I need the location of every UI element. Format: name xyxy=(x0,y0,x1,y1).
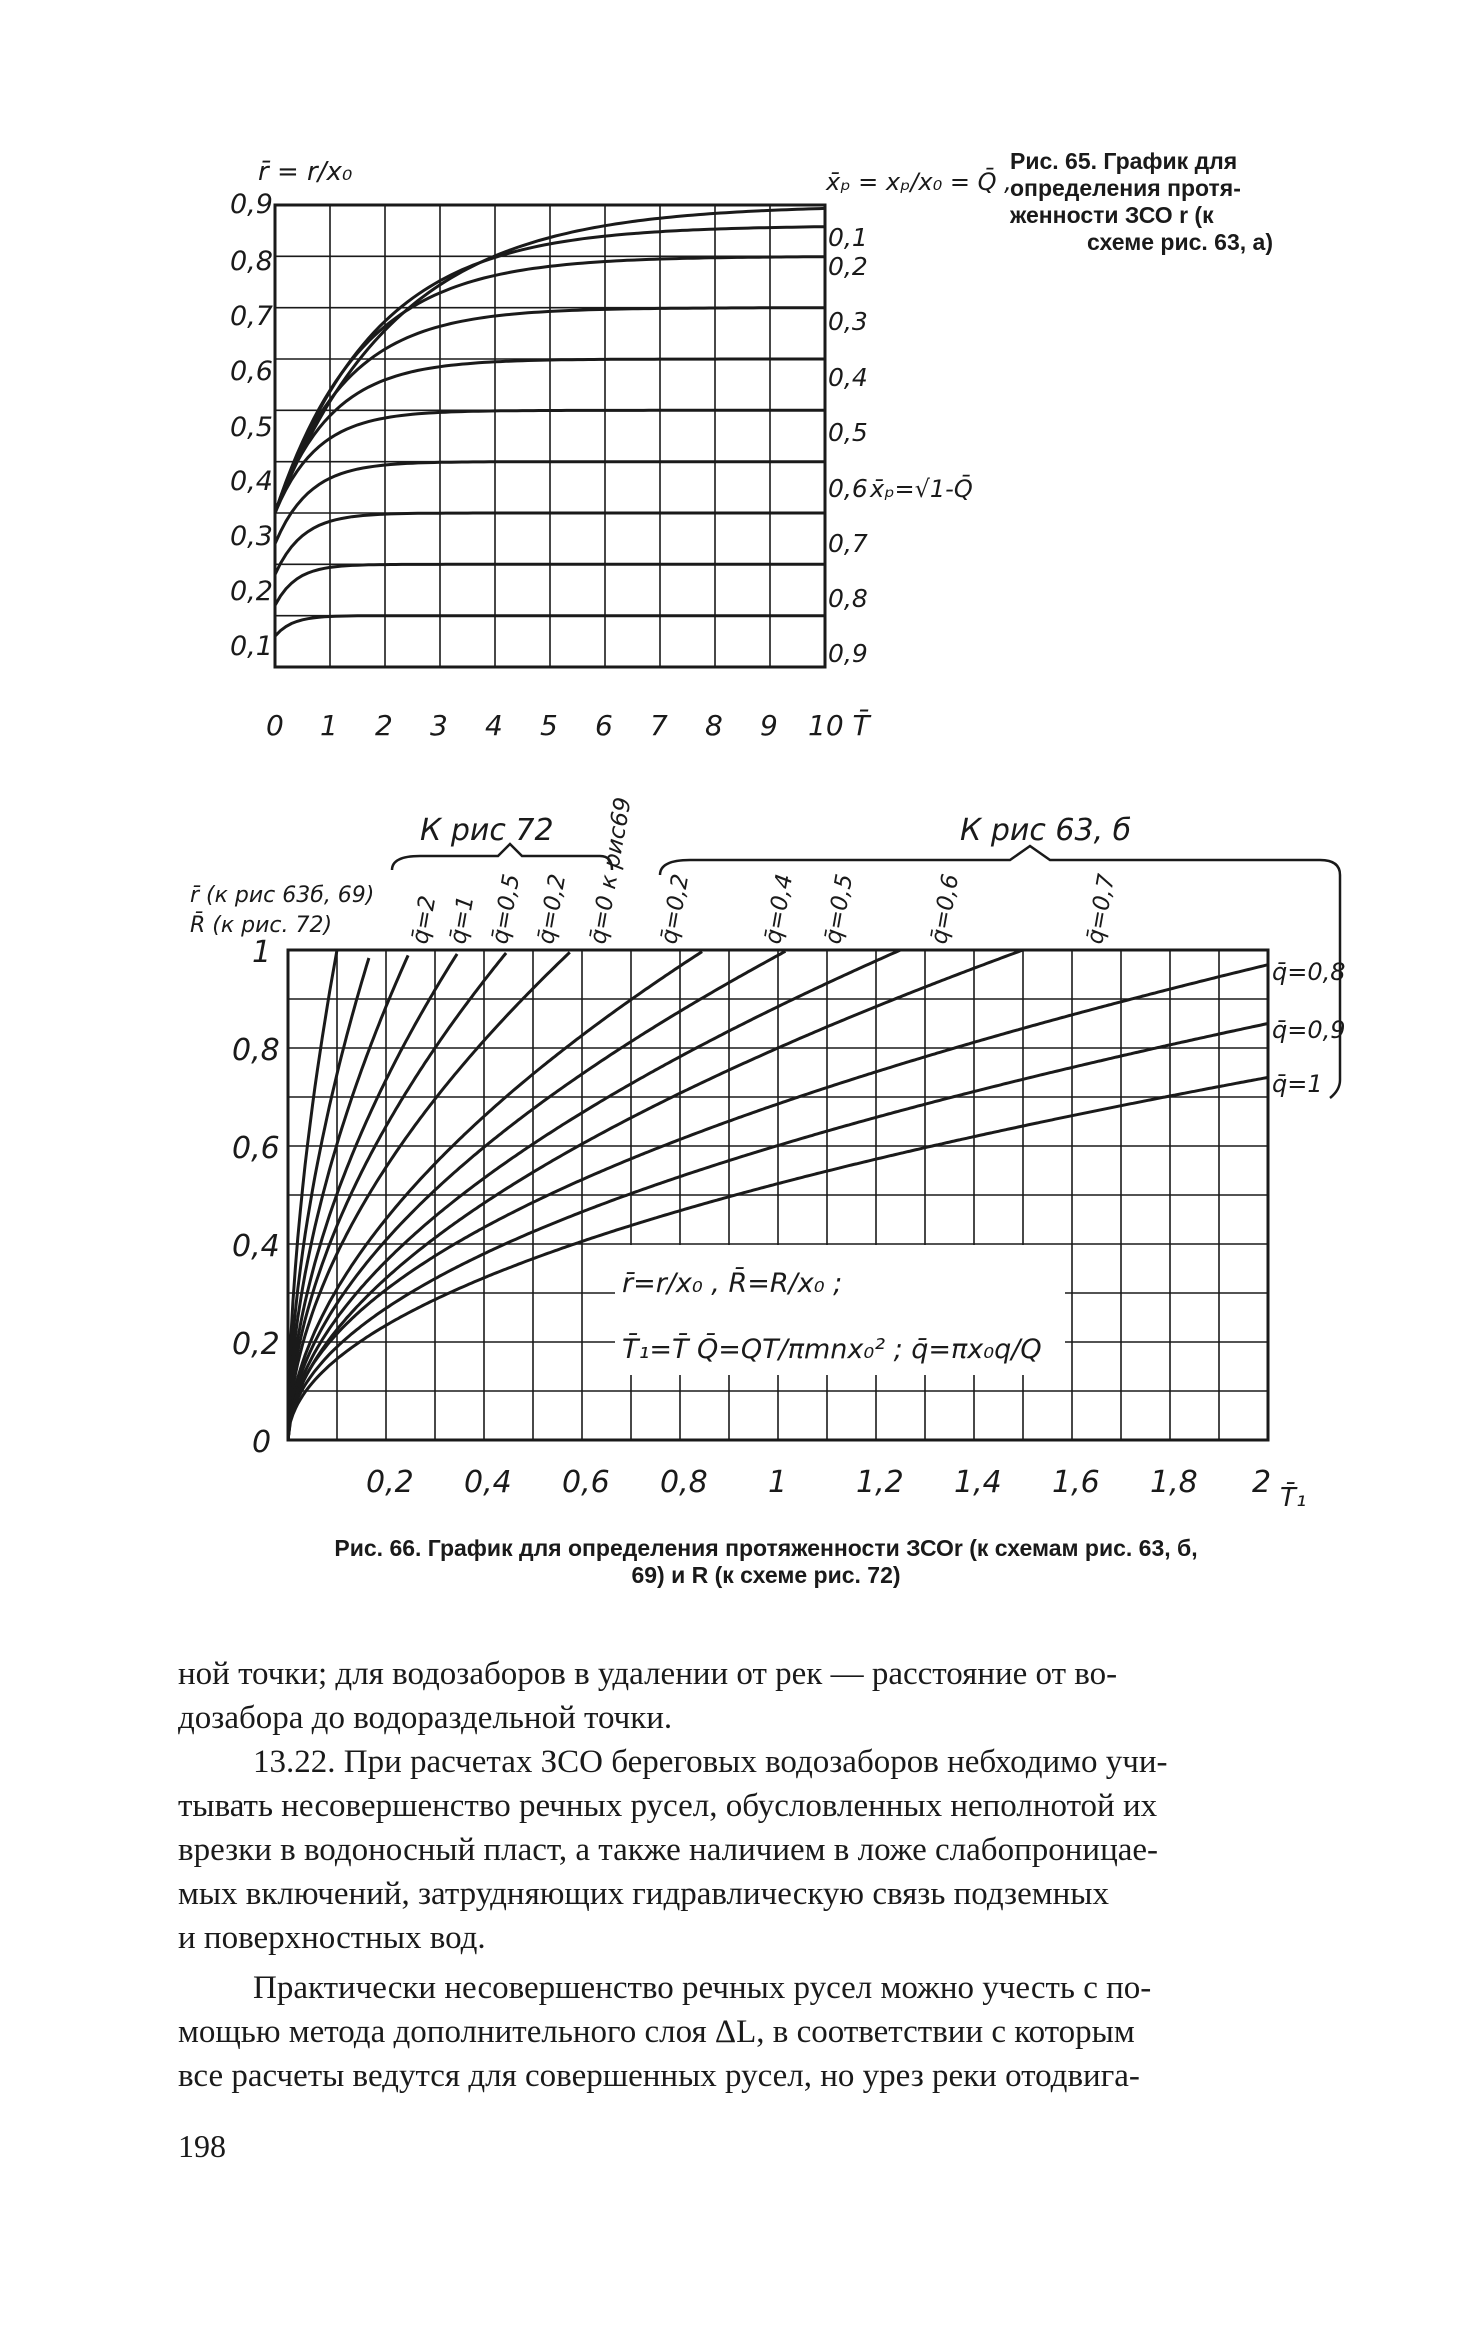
text-line: все расчеты ведутся для совершенных русел, но урез реки отодвига- xyxy=(178,2058,1140,2094)
paragraph xyxy=(178,1740,1331,1960)
y-tick-label: 0 xyxy=(252,1425,272,1460)
text-line: тывать несовершенство речных русел, обусловленных неполнотой их xyxy=(178,1788,1158,1824)
right-tick-label: 0,5 xyxy=(828,418,868,447)
y-tick-label: 0,9 xyxy=(230,189,273,220)
caption-line: женности ЗСО r (к xyxy=(1010,202,1214,228)
body-text xyxy=(178,1652,1331,2098)
curve-label: q̄=0,4 xyxy=(760,872,799,947)
x-tick-label: 4 xyxy=(485,709,503,742)
figure-66-x-ticks xyxy=(366,1465,1306,1513)
x-tick-label: 0,2 xyxy=(366,1465,414,1500)
text-line: мых включений, затрудняющих гидравлическую связь подземных xyxy=(178,1876,1109,1912)
right-tick-label: 0,2 xyxy=(828,252,868,281)
curve-label: q̄=0,5 xyxy=(487,872,526,947)
right-axis-title: x̄ₚ = xₚ/x₀ = Q̄ , xyxy=(826,168,1012,196)
figure-66-caption xyxy=(196,1535,1336,1589)
curve-label: q̄=0,7 xyxy=(1082,872,1121,947)
x-tick-label: 0,6 xyxy=(562,1465,610,1500)
x-tick-label: 9 xyxy=(760,709,778,742)
right-tick-label: 0,7 xyxy=(828,529,868,558)
right-tick-label: 0,4 xyxy=(828,363,868,392)
bracket-left-label: К рис 72 xyxy=(420,813,554,848)
caption-line: Рис. 65. График для xyxy=(1010,148,1238,174)
right-tick-label: 0,8 xyxy=(828,584,868,613)
x-tick-label: 3 xyxy=(430,709,448,742)
paragraph xyxy=(178,1652,1331,1740)
x-tick-label: 6 xyxy=(595,709,613,742)
y-tick-label: 0,4 xyxy=(230,466,273,497)
y-tick-label: 0,8 xyxy=(232,1033,280,1068)
right-tick-label: 0,9 xyxy=(828,639,868,668)
x-tick-label: 2 xyxy=(375,709,393,742)
figure-65-y-ticks xyxy=(230,189,273,662)
clause-number: 13.22. xyxy=(253,1744,336,1780)
text-line: мощью метода дополнительного слоя ΔL, в соответствии с которым xyxy=(178,2014,1135,2050)
curve-label: q̄=1 xyxy=(445,893,480,947)
right-tick-label: 0,6 xyxy=(828,474,868,503)
text-line: ной точки; для водозаборов в удалении от рек — расстояние от во- xyxy=(178,1656,1118,1692)
curve-label: q̄=0,6 xyxy=(926,872,965,947)
curve-label: q̄=2 xyxy=(407,893,442,947)
text-line: Практически несовершенство речных русел можно учесть с по- xyxy=(253,1970,1152,2006)
x-tick-label: 1,6 xyxy=(1052,1465,1100,1500)
caption-line: Рис. 66. График для определения протяженности ЗСОr (к схемам рис. 63, б, xyxy=(334,1535,1198,1561)
y-axis-title-1: r̄ (к рис 63б, 69) xyxy=(190,883,375,908)
y-tick-label: 0,6 xyxy=(232,1131,280,1166)
sqrt-note: x̄ₚ=√1-Q̄ xyxy=(870,475,973,503)
y-tick-label: 0,5 xyxy=(230,412,273,443)
figure-66-y-ticks xyxy=(232,935,280,1460)
figure-65-right-ticks xyxy=(828,223,868,668)
curve-label: q̄=0,8 xyxy=(1272,958,1346,986)
x-tick-label: 5 xyxy=(540,709,558,742)
figure-65-grid xyxy=(275,205,825,667)
paragraph xyxy=(178,1966,1331,2098)
x-tick-label: 0,8 xyxy=(660,1465,708,1500)
x-tick-label: 0,4 xyxy=(464,1465,512,1500)
x-axis-title: T̄₁ xyxy=(1280,1483,1307,1513)
formula-line: T̄₁=T̄ Q̄=QT/πmnx₀² ; q̄=πx₀q/Q xyxy=(622,1334,1042,1365)
x-tick-label: 1,2 xyxy=(856,1465,904,1500)
y-tick-label: 0,7 xyxy=(230,301,273,332)
figure-65-x-ticks xyxy=(266,708,872,742)
page-number: 198 xyxy=(178,2128,226,2164)
text-line: врезки в водоносный пласт, а также наличием в ложе слабопроницае- xyxy=(178,1832,1159,1868)
y-tick-label: 1 xyxy=(252,935,272,970)
series-line xyxy=(288,953,506,1440)
y-axis-title-2: R̄ (к рис. 72) xyxy=(190,913,333,938)
y-tick-label: 0,3 xyxy=(230,521,273,552)
curve-label: q̄=0,9 xyxy=(1272,1016,1346,1044)
x-tick-label: 1 xyxy=(320,709,338,742)
text-line: и поверхностных вод. xyxy=(178,1920,486,1956)
series-line xyxy=(288,954,457,1440)
x-tick-label: 0 xyxy=(266,709,284,742)
y-tick-label: 0,8 xyxy=(230,246,273,277)
figure-65 xyxy=(0,0,1466,780)
bracket-right-label: К рис 63, б xyxy=(960,813,1132,848)
y-tick-label: 0,2 xyxy=(232,1327,280,1362)
curve-label: q̄=0,5 xyxy=(820,872,859,947)
curve-label: q̄=1 xyxy=(1272,1070,1323,1098)
y-tick-label: 0,1 xyxy=(230,631,273,662)
curve-label: q̄=0,2 xyxy=(656,872,695,947)
formula-line: r̄=r/x₀ , R̄=R/x₀ ; xyxy=(622,1268,843,1299)
text-line: При расчетах ЗСО береговых водозаборов небходимо учи- xyxy=(335,1744,1168,1780)
caption-line: схеме рис. 63, а) xyxy=(1087,229,1273,255)
caption-line: определения протя- xyxy=(1010,175,1241,201)
x-tick-label: 1 xyxy=(768,1465,788,1500)
x-tick-label: 8 xyxy=(705,709,723,742)
y-axis-title: r̄ = r/x₀ xyxy=(258,157,353,187)
figure-66 xyxy=(0,780,1466,1550)
right-tick-label: 0,3 xyxy=(828,307,868,336)
curve-label: q̄=0,2 xyxy=(533,872,572,947)
x-tick-label: 1,4 xyxy=(954,1465,1002,1500)
right-tick-label: 0,1 xyxy=(828,223,868,252)
caption-line: 69) и R (к схеме рис. 72) xyxy=(631,1562,901,1588)
text-line: дозабора до водораздельной точки. xyxy=(178,1700,673,1736)
y-tick-label: 0,4 xyxy=(232,1229,280,1264)
figure-65-caption xyxy=(1010,148,1350,256)
y-tick-label: 0,6 xyxy=(230,356,273,387)
x-tick-label: 7 xyxy=(650,709,668,742)
x-tick-label: 10 T̄ xyxy=(808,709,870,742)
x-tick-label: 1,8 xyxy=(1150,1465,1198,1500)
x-tick-label: 2 xyxy=(1252,1465,1272,1500)
y-tick-label: 0,2 xyxy=(230,576,273,607)
curve-label: q̄=0 к рис69 xyxy=(585,795,637,947)
